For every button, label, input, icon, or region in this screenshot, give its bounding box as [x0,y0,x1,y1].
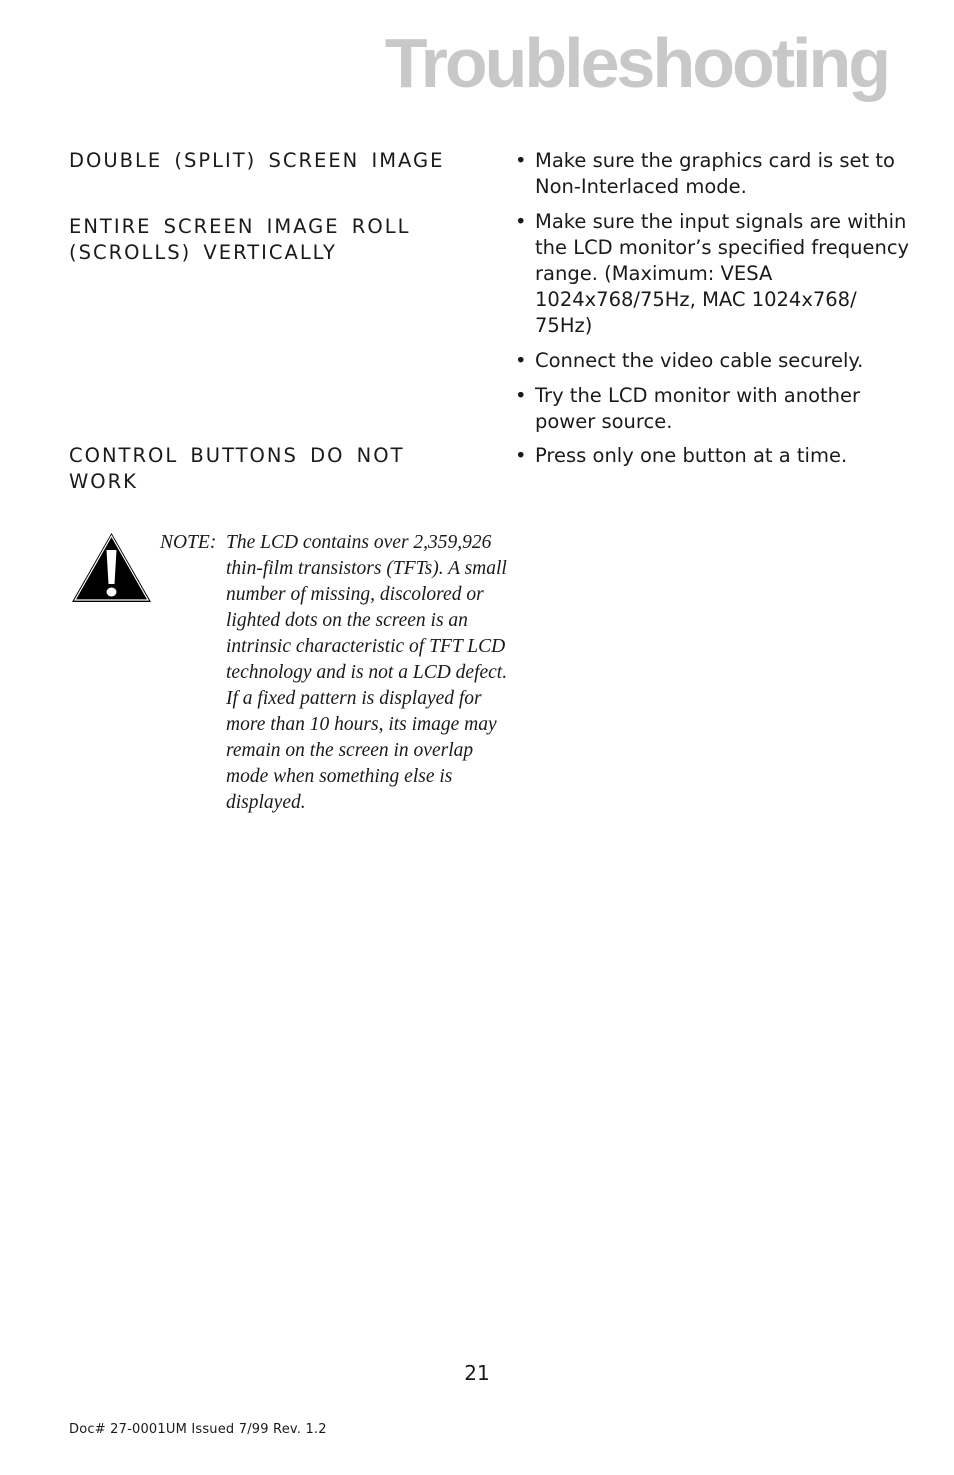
solution-item [515,383,915,435]
solution-text: Make sure the graphics card is set to Non-Interlaced mode. [535,149,895,198]
doc-info: Doc# 27-0001UM Issued 7/99 Rev. 1.2 [69,1422,327,1437]
solution-item [515,209,915,339]
page-number: 21 [464,1361,490,1385]
solution-item [515,148,915,200]
solution-text: Connect the video cable securely. [535,349,864,372]
solution-text: Press only one button at a time. [535,444,848,467]
bullet-icon: • [515,384,527,407]
note-body: The LCD contains over 2,359,926 thin-film transistors (TFTs). A small number of missing, discolored or lighted dots on the screen is an intrinsic characteristic of TFT LCD technology and is not a LCD defect. If a fixed pattern is displayed for more than 10 hours, its image may remain on the screen in overlap mode when something else is displayed. [226,532,508,813]
symptom-double-screen: DOUBLE (SPLIT) SCREEN IMAGE [69,149,445,172]
symptom-screen-roll: ENTIRE SCREEN IMAGE ROLL (SCROLLS) VERTICALLY [69,215,411,264]
note-text-block [160,530,516,816]
solution-item [515,443,915,469]
solution-text: Try the LCD monitor with another power source. [535,384,861,433]
bullet-icon: • [515,444,527,467]
solution-text: Make sure the input signals are within the LCD monitor’s specified frequency range. (Maximum: VESA 1024x768/75Hz, MAC 1024x768/ 75Hz) [535,210,910,337]
page-title: Troubleshooting [384,24,888,102]
symptom-control-buttons: CONTROL BUTTONS DO NOT WORK [69,444,405,493]
bullet-icon: • [515,210,527,233]
note-label: NOTE: [160,532,217,553]
warning-triangle-icon [69,530,154,605]
bullet-icon: • [515,149,527,172]
bullet-icon: • [515,349,527,372]
solution-item [515,348,915,374]
